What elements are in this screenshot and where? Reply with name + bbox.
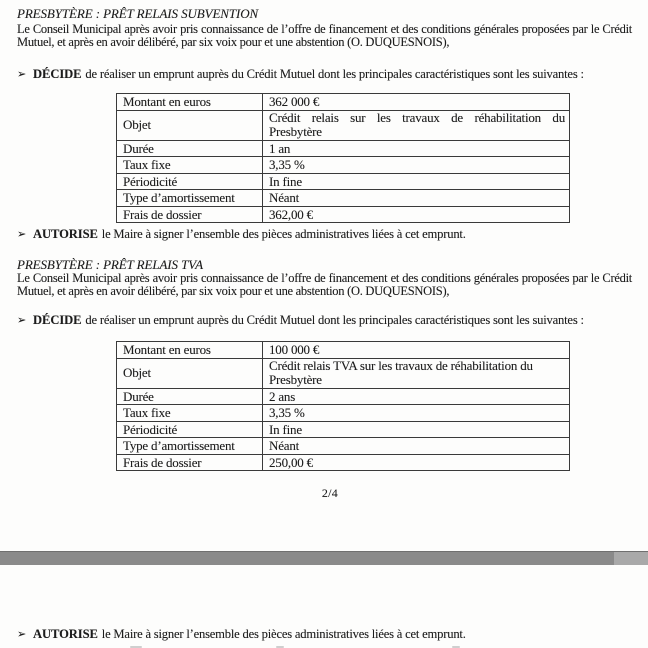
loan-table-tva <box>116 341 570 471</box>
decide-text: de réaliser un emprunt auprès du Crédit Mutuel dont les principales caractéristiques sont les suivantes : <box>85 313 584 327</box>
table-row <box>117 405 570 422</box>
autorise-text: le Maire à signer l’ensemble des pièces administratives liées à cet emprunt. <box>101 227 466 241</box>
row-value: Néant <box>263 190 570 207</box>
row-value: 3,35 % <box>263 405 570 422</box>
decide-keyword: DÉCIDE <box>33 313 82 327</box>
table-row <box>117 421 570 438</box>
loan-table-subvention <box>116 93 570 223</box>
page-break-bar-end <box>614 552 648 565</box>
row-label: Objet <box>117 358 263 388</box>
arrow-bullet-icon: ➢ <box>17 314 27 327</box>
row-label: Montant en euros <box>117 342 263 359</box>
row-value: In fine <box>263 421 570 438</box>
row-label: Montant en euros <box>117 94 263 111</box>
section-title-pret-relais-subvention: PRESBYTÈRE : PRÊT RELAIS SUBVENTION <box>17 6 259 21</box>
arrow-bullet-icon: ➢ <box>17 68 27 81</box>
table-row <box>117 110 570 140</box>
table-row <box>117 173 570 190</box>
row-label: Type d’amortissement <box>117 190 263 207</box>
row-label: Durée <box>117 140 263 157</box>
row-value: 362 000 € <box>263 94 570 111</box>
autorise-keyword: AUTORISE <box>33 227 98 241</box>
row-label: Frais de dossier <box>117 454 263 471</box>
table-row <box>117 94 570 111</box>
row-value: 100 000 € <box>263 342 570 359</box>
row-label: Taux fixe <box>117 405 263 422</box>
decide-line <box>17 313 637 328</box>
autorise-keyword: AUTORISE <box>33 627 98 641</box>
section-title-pret-relais-tva: PRESBYTÈRE : PRÊT RELAIS TVA <box>17 257 203 272</box>
decide-line <box>17 67 637 82</box>
row-value: 2 ans <box>263 388 570 405</box>
row-value: Crédit relais TVA sur les travaux de réhabilitation du Presbytère <box>263 358 570 388</box>
row-value: 3,35 % <box>263 157 570 174</box>
decide-keyword: DÉCIDE <box>33 67 82 81</box>
autorise-text: le Maire à signer l’ensemble des pièces administratives liées à cet emprunt. <box>101 627 466 641</box>
row-label: Objet <box>117 110 263 140</box>
row-value: Néant <box>263 438 570 455</box>
table-row <box>117 206 570 223</box>
table-row <box>117 190 570 207</box>
section-paragraph: Le Conseil Municipal après avoir pris connaissance de l’offre de financement et des conditions générales proposées par le Crédit Mutuel, et après en avoir délibéré, par six voix pour et une abstention (O. DUQUESNOIS), <box>17 271 632 299</box>
arrow-bullet-icon: ➢ <box>17 628 27 641</box>
table-row <box>117 454 570 471</box>
arrow-bullet-icon: ➢ <box>17 228 27 241</box>
decide-text: de réaliser un emprunt auprès du Crédit Mutuel dont les principales caractéristiques sont les suivantes : <box>85 67 584 81</box>
row-label: Durée <box>117 388 263 405</box>
row-value: 362,00 € <box>263 206 570 223</box>
table-row <box>117 140 570 157</box>
row-value: 250,00 € <box>263 454 570 471</box>
table-row <box>117 157 570 174</box>
row-value: In fine <box>263 173 570 190</box>
row-value: Crédit relais sur les travaux de réhabilitation du Presbytère <box>263 110 570 140</box>
row-value: 1 an <box>263 140 570 157</box>
page-number: 2/4 <box>321 486 339 500</box>
page-break-bar <box>0 551 648 565</box>
row-label: Frais de dossier <box>117 206 263 223</box>
table-row <box>117 438 570 455</box>
row-label: Type d’amortissement <box>117 438 263 455</box>
section-paragraph: Le Conseil Municipal après avoir pris connaissance de l’offre de financement et des conditions générales proposées par le Crédit Mutuel, et après en avoir délibéré, par six voix pour et une abstention (O. DUQUESNOIS), <box>17 22 632 50</box>
row-label: Périodicité <box>117 421 263 438</box>
table-row <box>117 388 570 405</box>
table-row <box>117 358 570 388</box>
row-label: Périodicité <box>117 173 263 190</box>
autorise-line <box>17 227 637 242</box>
table-row <box>117 342 570 359</box>
row-label: Taux fixe <box>117 157 263 174</box>
autorise-line <box>17 627 637 642</box>
